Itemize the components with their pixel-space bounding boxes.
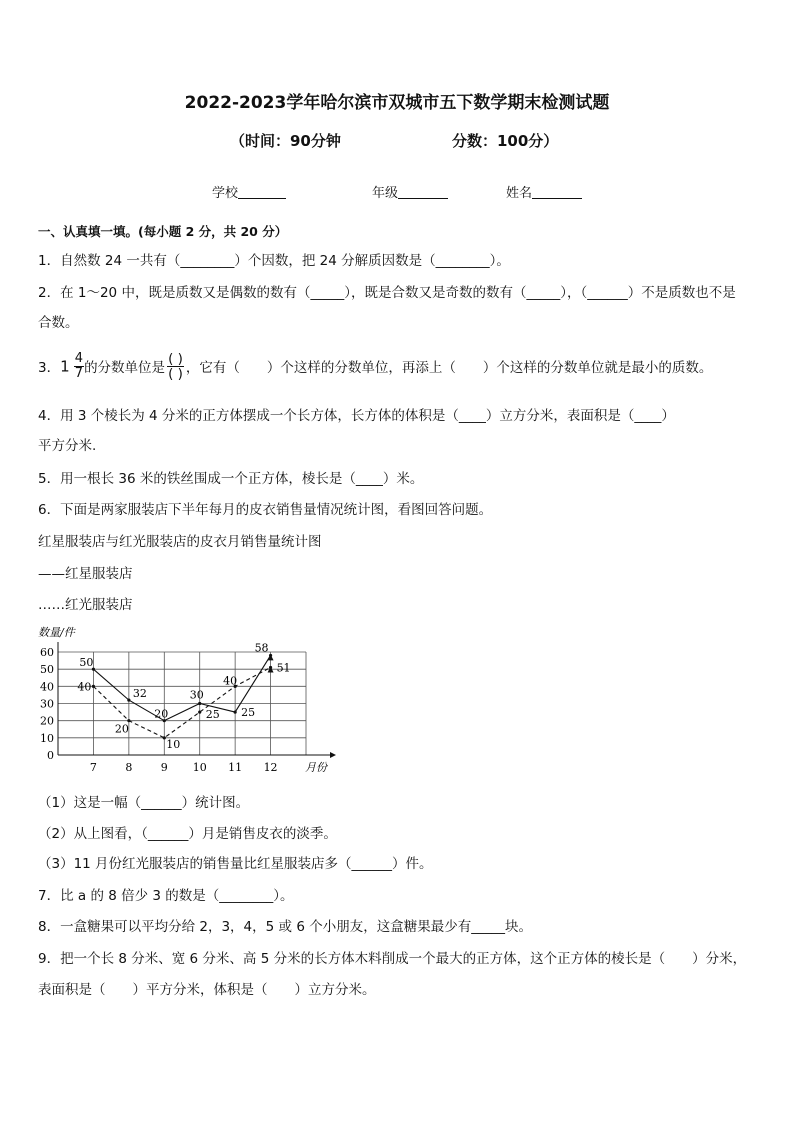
question-3-mid: 的分数单位是 [84, 360, 166, 376]
grade-field [372, 182, 448, 201]
legend-dotted: ……红光服装店 [38, 597, 133, 613]
y-tick-label: 10 [40, 731, 54, 745]
school-blank[interactable] [238, 184, 286, 199]
question-6-3: （3）11 月份红光服装店的销售量比红星服装店多（______）件。 [38, 856, 433, 872]
data-point [234, 710, 237, 713]
question-4-line-1: 4．用 3 个棱长为 4 分米的正方体摆成一个长方体，长方体的体积是（____）立方分米，表面积是（____） [38, 408, 675, 424]
question-2-line-2: 合数。 [38, 315, 79, 331]
page-title: 2022-2023学年哈尔滨市双城市五下数学期末检测试题 [184, 93, 610, 113]
mixed-fraction-part [74, 352, 84, 381]
y-tick-label: 50 [40, 663, 54, 677]
data-label: 25 [205, 708, 220, 722]
question-3-number: 3． [38, 360, 61, 376]
mixed-fraction [60, 352, 84, 381]
grade-label: 年级 [372, 186, 399, 201]
grade-blank[interactable] [398, 184, 448, 199]
data-label: 50 [79, 656, 94, 670]
data-label: 10 [166, 737, 181, 751]
line-chart [30, 622, 350, 782]
line-arrow-head [268, 654, 274, 660]
exam-score: 分数：100分） [452, 132, 559, 150]
chart-ylabel: 数量/件 [38, 626, 75, 639]
question-3-rest: ，它有（ ）个这样的分数单位，再添上（ ）个这样的分数单位就是最小的质数。 [185, 360, 713, 376]
data-label: 20 [154, 707, 169, 721]
data-point [198, 710, 201, 713]
data-point [127, 698, 130, 701]
legend-solid: ——红星服装店 [38, 566, 133, 582]
y-tick-label: 30 [40, 697, 54, 711]
data-label: 32 [132, 687, 147, 701]
data-label: 51 [276, 661, 291, 675]
question-4-line-2: 平方分米. [38, 438, 97, 454]
exam-time: （时间：90分钟 [230, 132, 341, 150]
x-tick-label: 7 [89, 761, 97, 774]
question-9-line-1: 9．把一个长 8 分米、宽 6 分米、高 5 分米的长方体木料削成一个最大的正方体，这个正方体的棱长是（ ）分米， [38, 951, 747, 967]
x-tick-label: 8 [125, 761, 133, 774]
question-5: 5．用一根长 36 米的铁丝围成一个正方体，棱长是（____）米。 [38, 471, 424, 487]
mixed-whole: 1 [60, 357, 70, 375]
fraction-denominator: 7 [74, 365, 84, 381]
data-label: 58 [254, 641, 269, 655]
y-tick-label: 60 [40, 646, 54, 659]
question-6-2: （2）从上图看，（______）月是销售皮衣的淡季。 [38, 826, 337, 842]
chart-xlabel: 月份 [305, 761, 327, 774]
blank-numerator: ( ) [168, 350, 183, 367]
x-tick-label: 10 [192, 761, 207, 774]
data-label: 20 [114, 722, 129, 736]
question-6-1: （1）这是一幅（______）统计图。 [38, 795, 250, 811]
blank-denominator: ( ) [168, 365, 183, 382]
question-3 [38, 346, 712, 386]
y-tick-label: 20 [40, 714, 54, 728]
data-label: 25 [241, 706, 256, 720]
data-point [198, 702, 201, 705]
x-tick-label: 12 [263, 761, 278, 774]
question-2-line-1: 2．在 1～20 中，既是质数又是偶数的数有（_____），既是合数又是奇数的数有（_____），（______）不是质数也不是 [38, 285, 736, 301]
question-1: 1．自然数 24 一共有（________）个因数，把 24 分解质因数是（________）。 [38, 253, 510, 269]
x-axis-arrow [330, 752, 336, 758]
chart-title: 红星服装店与红光服装店的皮衣月销售量统计图 [38, 534, 322, 550]
chart-grid [58, 652, 306, 755]
fraction-numerator: 4 [74, 350, 84, 366]
school-label: 学校 [212, 186, 239, 201]
question-6: 6．下面是两家服装店下半年每月的皮衣销售量情况统计图，看图回答问题。 [38, 502, 493, 518]
name-label: 姓名 [506, 186, 533, 201]
blank-fraction[interactable] [167, 352, 184, 381]
data-label: 30 [189, 688, 204, 702]
x-tick-label: 11 [228, 761, 243, 774]
x-tick-label: 9 [160, 761, 168, 774]
section-heading: 一、认真填一填。(每小题 2 分，共 20 分） [38, 224, 288, 239]
question-7: 7．比 a 的 8 倍少 3 的数是（________）。 [38, 888, 294, 904]
data-label: 40 [223, 674, 238, 688]
question-9-line-2: 表面积是（ ）平方分米，体积是（ ）立方分米。 [38, 982, 376, 998]
name-field [506, 182, 582, 201]
name-blank[interactable] [532, 184, 582, 199]
chart-labels [77, 641, 290, 750]
data-point [92, 685, 95, 688]
data-label: 40 [77, 680, 92, 694]
y-tick-label: 0 [47, 749, 54, 762]
y-tick-label: 40 [40, 680, 54, 694]
question-8: 8．一盒糖果可以平均分给 2，3，4，5 或 6 个小朋友，这盒糖果最少有_____块。 [38, 919, 532, 935]
school-field [212, 182, 286, 201]
